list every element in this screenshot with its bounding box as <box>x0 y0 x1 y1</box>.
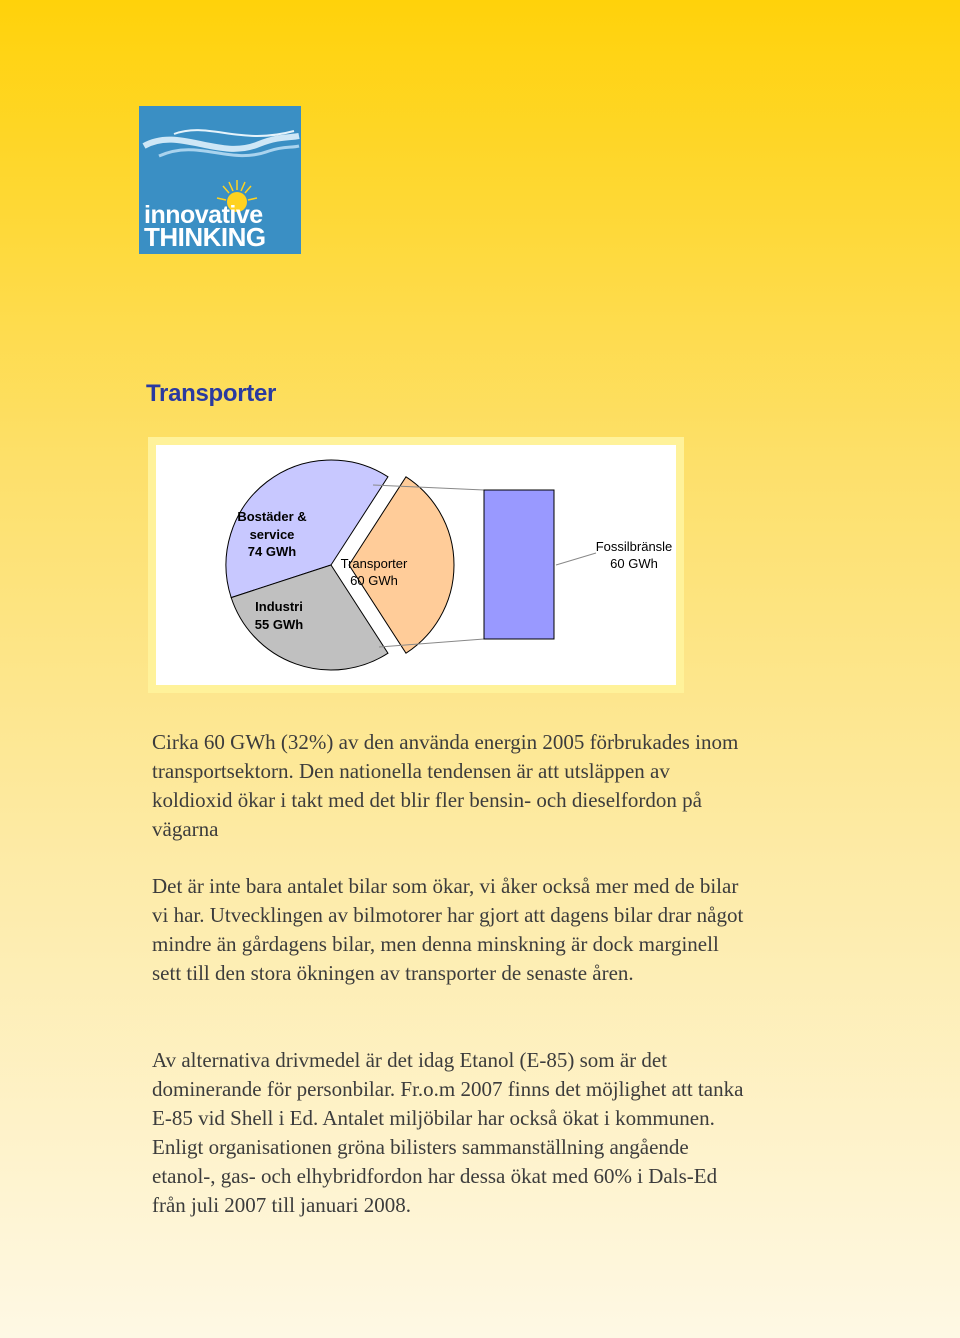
paragraph-3-text: Av alternativa drivmedel är det idag Etanol (E-85) som är det dominerande för personbilar. Fr.o.m 2007 finns det möjlighet att tanka E-85 vid Shell i Ed. Antalet miljöbilar har också ökat i kommunen. Enligt organisationen gröna bilisters sammanställning angående etanol-, gas- och elhybridfordon har dessa ökat med 60% i Dals-Ed från juli 2007 till januari 2008. <box>152 1048 744 1217</box>
label-transporter-2: 60 GWh <box>350 573 398 588</box>
label-industri-2: 55 GWh <box>254 617 304 632</box>
label-transporter-1: Transporter <box>340 556 408 571</box>
label-bostader-2: service <box>249 527 295 542</box>
leader-line <box>556 553 596 565</box>
paragraph-2-text: Det är inte bara antalet bilar som ökar, vi åker också mer med de bilar vi har. Utvecklingen av bilmotorer har gjort att dagens bilar drar något mindre än gårdagens bilar, men denna minskning är dock marginell sett till den stora ökningen av transporter de senaste åren. <box>152 874 744 985</box>
logo-line-1: innovative <box>144 201 263 229</box>
chart-area <box>156 445 676 685</box>
paragraph-1 <box>152 728 752 844</box>
connector-line-top <box>373 485 484 490</box>
label-bostader-1: Bostäder & <box>237 509 307 524</box>
connector-line-bottom <box>379 639 484 647</box>
pie-of-bar-chart <box>156 445 676 685</box>
chart-frame <box>148 437 684 693</box>
paragraph-3 <box>152 1046 752 1220</box>
label-fossil-1: Fossilbränsle <box>595 539 673 554</box>
paragraph-2 <box>152 872 752 988</box>
logo-line-2: THINKING <box>144 222 266 252</box>
paragraph-1-text: Cirka 60 GWh (32%) av den använda energin 2005 förbrukades inom transportsektorn. Den nationella tendensen är att utsläppen av koldioxid ökar i takt med det blir fler bensin- och dieselfordon på vägarna <box>152 730 739 841</box>
section-title: Transporter <box>146 380 277 407</box>
label-fossil-2: 60 GWh <box>610 556 658 571</box>
label-bostader-3: 74 GWh <box>247 544 297 559</box>
bar-fossilbransle <box>484 490 554 639</box>
logo <box>139 106 301 254</box>
label-industri-1: Industri <box>255 599 303 614</box>
